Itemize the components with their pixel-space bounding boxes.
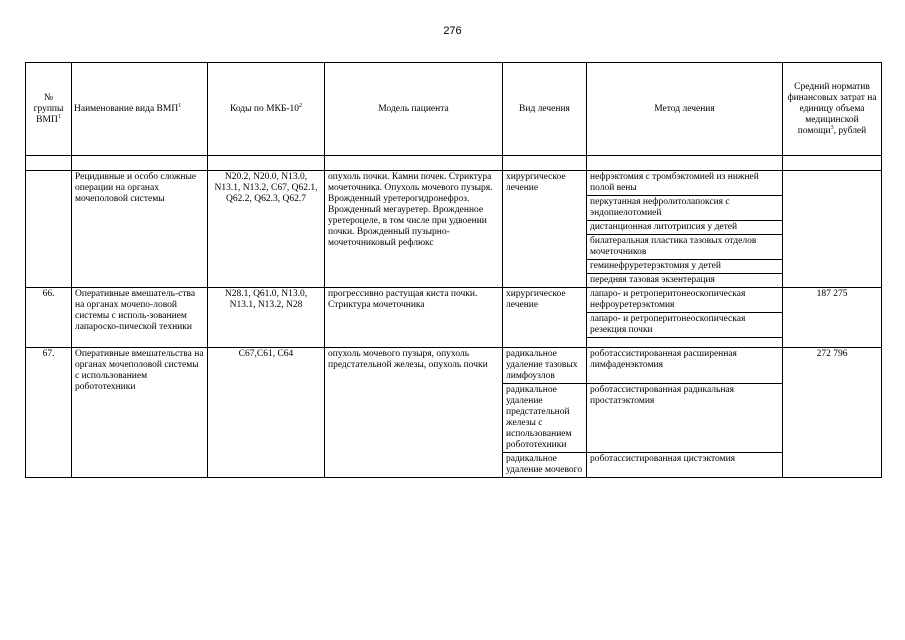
header-treatment-type: Вид лечения — [503, 63, 587, 156]
patient-model-cell: прогрессивно растущая киста почки. Стриктура мочеточника — [325, 288, 503, 348]
vmp-name-cell: Оперативные вмешатель-ства на органах мочепо-ловой системы с исполь-зованием лапароско-пической техники — [72, 288, 208, 348]
cost-cell: 272 796 — [783, 348, 882, 478]
vmp-table — [25, 62, 882, 478]
method-cell: роботассистированная цистэктомия — [587, 453, 783, 478]
group-number-cell: 66. — [26, 288, 72, 348]
cost-cell — [783, 171, 882, 288]
header-model: Модель пациента — [325, 63, 503, 156]
cost-cell: 187 275 — [783, 288, 882, 348]
treatment-type-cell: радикальное удаление предстательной железы с использованием робототехники — [503, 384, 587, 453]
header-group: № группы ВМП$^1$ — [26, 63, 72, 156]
table-row — [26, 171, 882, 196]
page-number: 276 — [443, 25, 462, 37]
group-number-cell — [26, 171, 72, 288]
group-number-cell: 67. — [26, 348, 72, 478]
header-codes: Коды по МКБ-$10^2$ — [208, 63, 325, 156]
codes-cell: N28.1, Q61.0, N13.0, N13.1, N13.2, N28 — [208, 288, 325, 348]
method-cell: геминефруретерэктомия у детей — [587, 260, 783, 274]
treatment-type-cell: радикальное удаление мочевого — [503, 453, 587, 478]
table-row — [26, 288, 882, 313]
method-cell: передняя тазовая экзентерация — [587, 274, 783, 288]
table-row — [26, 348, 882, 384]
method-cell: лапаро- и ретроперитонеоскопическая нефроуретерэктомия — [587, 288, 783, 313]
method-cell: перкутанная нефролитолапоксия с эндопиелотомией — [587, 196, 783, 221]
treatment-type-cell: хирургическое лечение — [503, 171, 587, 288]
header-row — [26, 63, 882, 156]
patient-model-cell: опухоль мочевого пузыря, опухоль предстательной железы, опухоль почки — [325, 348, 503, 478]
header-cost: Средний норматив финансовых затрат на единицу объема медицинской помощи$^3$, рублей — [783, 63, 882, 156]
method-cell: билатеральная пластика тазовых отделов мочеточников — [587, 235, 783, 260]
header-name: Наименование вида ВМП$^1$ — [72, 63, 208, 156]
method-cell: дистанционная литотрипсия у детей — [587, 221, 783, 235]
vmp-name-cell: Рецидивные и особо сложные операции на органах мочеполовой системы — [72, 171, 208, 288]
vmp-name-cell: Оперативные вмешательства на органах мочеполовой системы с использованием робототехники — [72, 348, 208, 478]
codes-cell: C67,C61, C64 — [208, 348, 325, 478]
treatment-type-cell: радикальное удаление тазовых лимфоузлов — [503, 348, 587, 384]
patient-model-cell: опухоль почки. Камни почек. Стриктура мочеточника. Опухоль мочевого пузыря. Врожденный уретерогидронефроз. Врожденный мегауретер. Врожденное уретероцеле, в том числе при удвоении почки. Врожденный пузырно-мочеточниковый рефлюкс — [325, 171, 503, 288]
treatment-type-cell: хирургическое лечение — [503, 288, 587, 348]
header-method: Метод лечения — [587, 63, 783, 156]
spacer-row — [26, 156, 882, 171]
method-cell: лапаро- и ретроперитонеоскопическая резекция почки — [587, 313, 783, 338]
method-cell: роботассистированная расширенная лимфаденэктомия — [587, 348, 783, 384]
codes-cell: N20.2, N20.0, N13.0, N13.1, N13.2, C67, Q62.1, Q62.2, Q62.3, Q62.7 — [208, 171, 325, 288]
method-cell: нефрэктомия с тромбэктомией из нижней полой вены — [587, 171, 783, 196]
method-cell: роботассистированная радикальная простатэктомия — [587, 384, 783, 453]
